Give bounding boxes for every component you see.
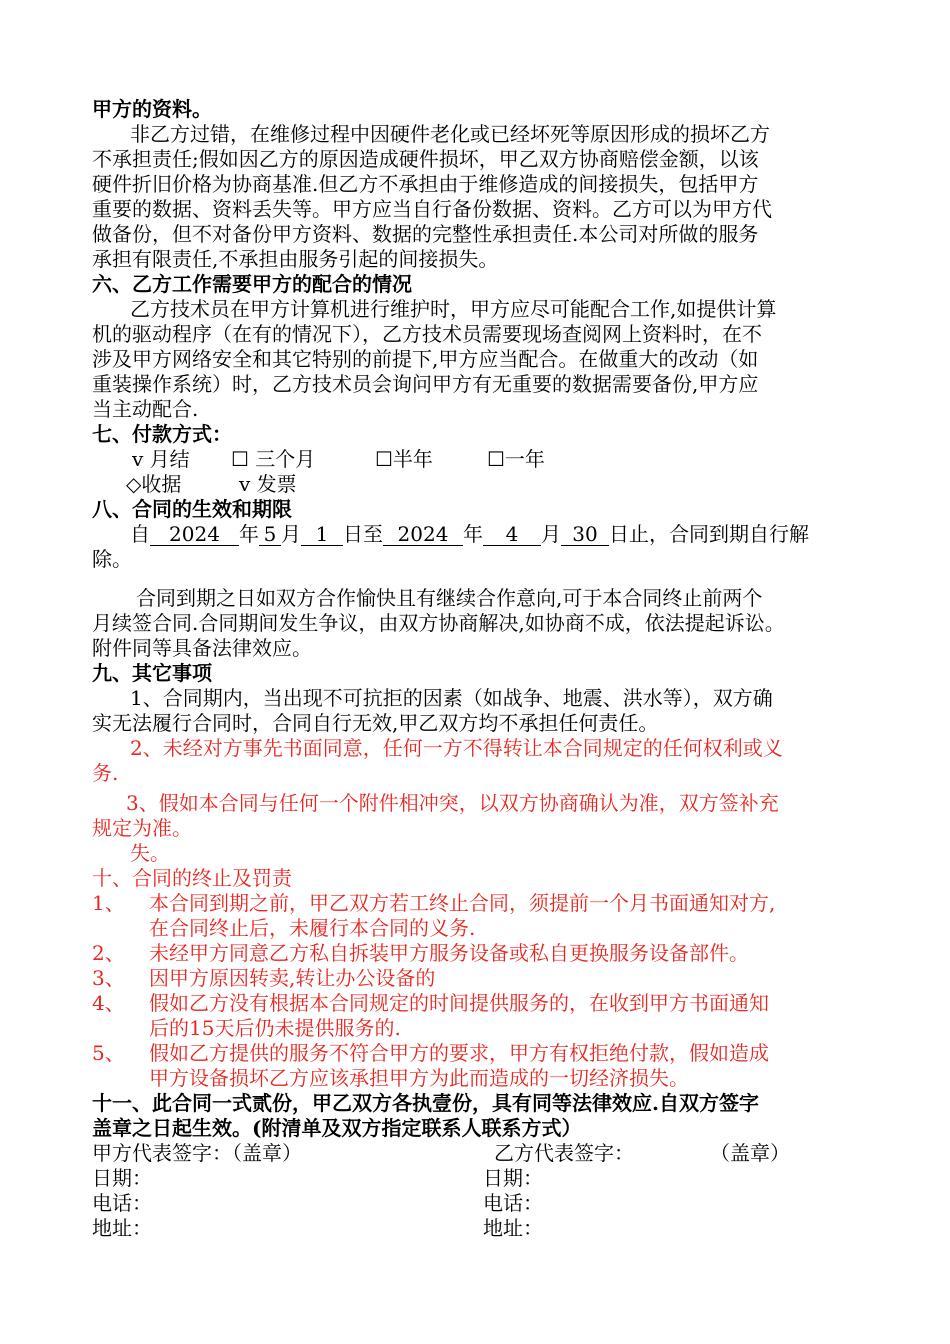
sec5-tail: 甲方的资料。 <box>92 97 212 121</box>
sec8-line: 合同到期之日如双方合作愉快且有继续合作意向,可于本合同终止前两个 <box>136 586 763 610</box>
party-b-phone-label: 电话： <box>483 1191 543 1215</box>
invoice-options-row <box>92 472 867 497</box>
sec10-item <box>92 966 867 991</box>
sec9-item1-line: 1、合同期内，当出现不可抗拒的因素（如战争、地震、洪水等），双方确 <box>130 686 773 710</box>
party-b-rep-label <box>494 1141 790 1166</box>
pay-one-year-option[interactable]: ☐一年 <box>487 447 545 471</box>
term-month-label: 月 <box>281 522 301 546</box>
item-text: 因甲方原因转卖,转让办公设备的 <box>149 966 436 990</box>
sec10-title: 十、合同的终止及罚责 <box>92 866 292 890</box>
term-month-label: 月 <box>541 522 561 546</box>
item-text: 未经甲方同意乙方私自拆装甲方服务设备或私自更换服务设备部件。 <box>149 941 749 965</box>
end-year: 2024 <box>383 523 463 546</box>
sec9-item1-line: 实无法履行合同时，合同自行无效,甲乙双方均不承担任何责任。 <box>92 711 659 735</box>
party-a-date-label: 日期： <box>92 1166 152 1190</box>
term-year-label: 年 <box>463 522 483 546</box>
signature-row <box>92 1141 867 1166</box>
sec10-item <box>92 891 867 916</box>
sec9-item3-line: 3、假如本合同与任何一个附件相冲突，以双方协商确认为准，双方签补充 <box>126 791 779 815</box>
term-line <box>92 522 867 547</box>
start-month: 5 <box>259 523 281 546</box>
term-year-label: 年 <box>239 522 259 546</box>
party-b-date-label: 日期： <box>483 1166 543 1190</box>
term-day-to: 日至 <box>343 522 383 546</box>
term-line-cont: 除。 <box>92 547 132 571</box>
pay-half-year-option[interactable]: ☐半年 <box>375 447 433 471</box>
item-number: 3、 <box>92 966 125 990</box>
sec10-item-cont: 甲方设备损坏乙方应该承担甲方为此而造成的一切经济损失。 <box>149 1066 689 1090</box>
sec6-title: 六、乙方工作需要甲方的配合的情况 <box>92 272 412 296</box>
end-month: 4 <box>483 523 541 546</box>
item-number: 1、 <box>92 891 125 915</box>
item-number: 2、 <box>92 941 125 965</box>
sec5-line: 承担有限责任,不承担由服务引起的间接损失。 <box>92 247 499 271</box>
sec9-item2-line: 2、未经对方事先书面同意，任何一方不得转让本合同规定的任何权利或义 <box>130 736 783 760</box>
sec10-item-cont: 后的15天后仍未提供服务的. <box>149 1016 401 1040</box>
party-a-phone-label: 电话： <box>92 1191 152 1215</box>
sec8-line: 月续签合同.合同期间发生争议，由双方协商解决,如协商不成，依法提起诉讼。 <box>92 611 785 635</box>
sec8-line: 附件同等具备法律效应。 <box>92 636 312 660</box>
sec7-title: 七、付款方式： <box>92 422 232 446</box>
end-day: 30 <box>561 523 609 546</box>
term-tail: 日止，合同到期自行解 <box>609 522 809 546</box>
sec5-line: 不承担责任;假如因乙方的原因造成硬件损坏，甲乙双方协商赔偿金额，以该 <box>92 147 759 171</box>
party-b-seal-label: （盖章） <box>710 1141 790 1165</box>
sec9-item2-line: 务. <box>92 761 119 785</box>
sec6-line: 涉及甲方网络安全和其它特别的前提下,甲方应当配合。在做重大的改动（如 <box>92 347 759 371</box>
payment-options-row <box>92 447 867 472</box>
sec5-line: 非乙方过错，在维修过程中因硬件老化或已经坏死等原因形成的损坏乙方 <box>130 122 770 146</box>
sec6-line: 重装操作系统）时，乙方技术员会询问甲方有无重要的数据需要备份,甲方应 <box>92 372 759 396</box>
sec6-line: 机的驱动程序（在有的情况下），乙方技术员需要现场查阅网上资料时，在不 <box>92 322 762 346</box>
sec10-item <box>92 1041 867 1066</box>
item-number: 4、 <box>92 991 125 1015</box>
item-text: 假如乙方提供的服务不符合甲方的要求，甲方有权拒绝付款，假如造成 <box>149 1041 769 1065</box>
sec5-line: 做备份，但不对备份甲方资料、数据的完整性承担责任.本公司对所做的服务 <box>92 222 759 246</box>
sec5-line: 硬件折旧价格为协商基准.但乙方不承担由于维修造成的间接损失，包括甲方 <box>92 172 759 196</box>
pay-monthly-option[interactable]: v 月结 <box>132 447 190 471</box>
date-row <box>92 1166 867 1191</box>
sec9-item3-line: 规定为准。 <box>92 816 192 840</box>
sec10-item <box>92 991 867 1016</box>
pay-three-months-option[interactable]: ☐ 三个月 <box>231 447 316 471</box>
sec11-line: 盖章之日起生效。(附清单及双方指定联系人联系方式） <box>92 1116 582 1140</box>
start-day: 1 <box>301 523 343 546</box>
sec10-item-cont: 在合同终止后，未履行本合同的义务. <box>149 916 476 940</box>
sec8-title: 八、合同的生效和期限 <box>92 497 292 521</box>
start-year: 2024 <box>150 523 239 546</box>
party-b-rep-text: 乙方代表签字： <box>494 1141 634 1165</box>
sec6-line: 乙方技术员在甲方计算机进行维护时，甲方应尽可能配合工作,如提供计算 <box>130 297 777 321</box>
party-a-rep-label: 甲方代表签字：（盖章） <box>92 1141 302 1165</box>
receipt-option[interactable]: ◇收据 <box>126 472 182 496</box>
sec11-line: 十一、此合同一式贰份，甲乙双方各执壹份，具有同等法律效应.自双方签字 <box>92 1091 759 1115</box>
contract-page <box>92 97 867 1241</box>
item-text: 本合同到期之前，甲乙双方若工终止合同，须提前一个月书面通知对方, <box>149 891 776 915</box>
stray-text: 失。 <box>130 841 170 865</box>
term-from: 自 <box>130 522 150 546</box>
sec6-line: 当主动配合. <box>92 397 199 421</box>
sec9-title: 九、其它事项 <box>92 661 212 685</box>
party-b-address-label: 地址： <box>483 1216 543 1240</box>
address-row <box>92 1216 867 1241</box>
sec5-line: 重要的数据、资料丢失等。甲方应当自行备份数据、资料。乙方可以为甲方代 <box>92 197 772 221</box>
item-number: 5、 <box>92 1041 125 1065</box>
item-text: 假如乙方没有根据本合同规定的时间提供服务的，在收到甲方书面通知 <box>149 991 769 1015</box>
phone-row <box>92 1191 867 1216</box>
party-a-address-label: 地址： <box>92 1216 152 1240</box>
sec10-item <box>92 941 867 966</box>
invoice-option[interactable]: v 发票 <box>239 472 297 496</box>
